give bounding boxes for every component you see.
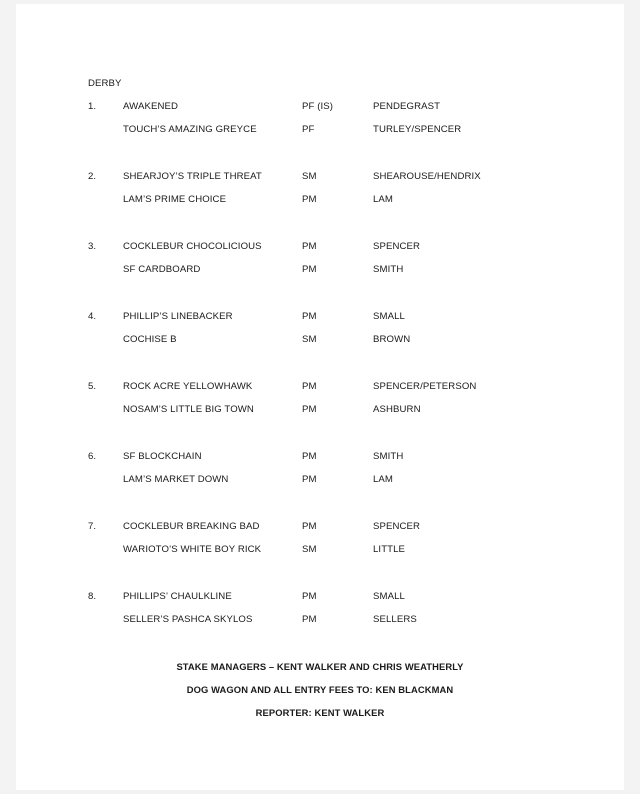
dog-name: AWAKENED xyxy=(123,101,178,112)
entry-8 xyxy=(16,591,624,651)
entry-number: 5. xyxy=(88,381,97,392)
dog-name: WARIOTO’S WHITE BOY RICK xyxy=(123,544,262,555)
entry-line xyxy=(16,311,624,325)
dog-owner: SMALL xyxy=(373,591,405,602)
entry-number: 7. xyxy=(88,521,97,532)
dog-owner: BROWN xyxy=(373,334,411,345)
dog-category: PM xyxy=(302,591,317,602)
dog-name: COCKLEBUR CHOCOLICIOUS xyxy=(123,241,262,252)
entry-line xyxy=(16,241,624,255)
dog-name: SHEARJOY’S TRIPLE THREAT xyxy=(123,171,262,182)
entry-line xyxy=(16,614,624,628)
dog-owner: SELLERS xyxy=(373,614,417,625)
entry-line xyxy=(16,451,624,465)
dog-name: PHILLIPS’ CHAULKLINE xyxy=(123,591,232,602)
dog-name: LAM’S PRIME CHOICE xyxy=(123,194,227,205)
dog-category: SM xyxy=(302,544,317,555)
entry-1 xyxy=(16,101,624,161)
entry-line xyxy=(16,101,624,115)
document-title: DERBY xyxy=(88,78,122,89)
dog-owner: SMALL xyxy=(373,311,405,322)
entry-line xyxy=(16,194,624,208)
dog-category: PM xyxy=(302,451,317,462)
dog-name: COCKLEBUR BREAKING BAD xyxy=(123,521,260,532)
dog-category: PM xyxy=(302,264,317,275)
entry-number: 1. xyxy=(88,101,97,112)
dog-name: NOSAM’S LITTLE BIG TOWN xyxy=(123,404,254,415)
dog-owner: SHEAROUSE/HENDRIX xyxy=(373,171,481,182)
dog-category: PM xyxy=(302,404,317,415)
dog-owner: ASHBURN xyxy=(373,404,421,415)
dog-owner: LAM xyxy=(373,474,394,485)
dog-name: TOUCH’S AMAZING GREYCE xyxy=(123,124,257,135)
entry-line xyxy=(16,404,624,418)
dog-category: PM xyxy=(302,194,317,205)
dog-name: LAM’S MARKET DOWN xyxy=(123,474,229,485)
entry-3 xyxy=(16,241,624,301)
dog-category: PF xyxy=(302,124,315,135)
entry-4 xyxy=(16,311,624,371)
dog-name: SELLER’S PASHCA SKYLOS xyxy=(123,614,253,625)
dog-owner: LITTLE xyxy=(373,544,406,555)
entry-line xyxy=(16,474,624,488)
entry-number: 8. xyxy=(88,591,97,602)
entry-line xyxy=(16,591,624,605)
stake-managers-line: STAKE MANAGERS – KENT WALKER AND CHRIS WEATHERLY xyxy=(176,661,464,672)
entry-line xyxy=(16,171,624,185)
dog-name: SF BLOCKCHAIN xyxy=(123,451,202,462)
dog-category: SM xyxy=(302,334,317,345)
entry-line xyxy=(16,521,624,535)
dog-category: PM xyxy=(302,474,317,485)
entry-number: 6. xyxy=(88,451,97,462)
entry-number: 2. xyxy=(88,171,97,182)
dog-owner: LAM xyxy=(373,194,394,205)
dog-category: SM xyxy=(302,171,317,182)
dog-name: SF CARDBOARD xyxy=(123,264,201,275)
dog-owner: SMITH xyxy=(373,264,404,275)
entry-line xyxy=(16,381,624,395)
dog-owner: SPENCER xyxy=(373,241,421,252)
entry-2 xyxy=(16,171,624,231)
dog-owner: SPENCER/PETERSON xyxy=(373,381,477,392)
dog-wagon-line: DOG WAGON AND ALL ENTRY FEES TO: KEN BLACKMAN xyxy=(186,684,454,695)
dog-category: PM xyxy=(302,311,317,322)
dog-category: PM xyxy=(302,381,317,392)
entry-5 xyxy=(16,381,624,441)
dog-name: COCHISE B xyxy=(123,334,177,345)
entry-number: 3. xyxy=(88,241,97,252)
dog-owner: PENDEGRAST xyxy=(373,101,441,112)
document-page xyxy=(16,4,624,790)
entry-line xyxy=(16,264,624,278)
entry-7 xyxy=(16,521,624,581)
reporter-line: REPORTER: KENT WALKER xyxy=(255,707,385,718)
dog-owner: SPENCER xyxy=(373,521,421,532)
dog-category: PF (IS) xyxy=(302,101,334,112)
dog-name: ROCK ACRE YELLOWHAWK xyxy=(123,381,253,392)
entry-line xyxy=(16,544,624,558)
dog-name: PHILLIP’S LINEBACKER xyxy=(123,311,233,322)
dog-category: PM xyxy=(302,241,317,252)
dog-owner: SMITH xyxy=(373,451,404,462)
dog-category: PM xyxy=(302,521,317,532)
entry-number: 4. xyxy=(88,311,97,322)
entry-line xyxy=(16,334,624,348)
dog-category: PM xyxy=(302,614,317,625)
entry-line xyxy=(16,124,624,138)
dog-owner: TURLEY/SPENCER xyxy=(373,124,462,135)
entry-6 xyxy=(16,451,624,511)
